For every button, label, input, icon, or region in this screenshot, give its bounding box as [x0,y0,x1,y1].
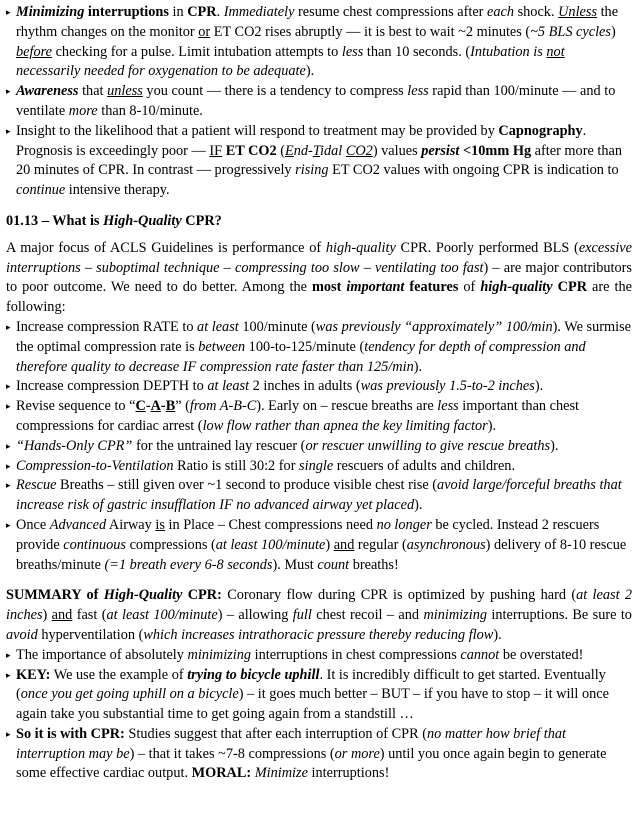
triangle-bullet-icon [6,377,11,397]
text-run: MORAL: [191,765,252,782]
text-run: continue [16,182,66,199]
text-run: Minimize [254,765,308,782]
text-run: CPR [187,4,217,20]
text-run: asynchronous [406,536,486,553]
text-run: tendency for depth of compression and therefore quality to decrease IF compression rate faster than 125/min [16,338,586,375]
text-run: CO2 [345,142,373,159]
text-run: in [168,4,188,20]
text-run: most [312,279,347,296]
text-run: minimizing [187,646,252,663]
text-run: rescuers of adults and children. [333,457,516,474]
text-run: for the untrained lay rescuer ( [132,437,306,454]
text-run: less [407,83,429,100]
text-run: single [299,457,334,474]
text-run: after more than 20 minutes of CPR. In contrast — progressively [16,142,622,179]
text-run: CPR: [182,587,222,604]
text-run: or more [334,745,380,762]
bullet-list-quality-features [6,318,632,575]
text-run: fast ( [72,607,107,624]
text-run: not [546,43,565,60]
text-run: in Place – Chest compressions need [164,516,377,533]
text-run: rapid than 100/minute — and to ventilate [16,83,616,119]
text-run: ~5 BLS cycles [530,23,611,40]
text-run: ). [414,497,423,514]
text-run: before [16,43,52,60]
list-item [6,3,632,82]
text-run: 01.13 – What is [6,212,104,229]
text-run: Intubation is [470,43,547,60]
text-run: ) – allowing [217,607,293,624]
text-run: nd- [293,142,313,159]
text-run: hyperventilation ( [37,626,144,643]
triangle-bullet-icon [6,476,11,496]
text-run: ). [493,626,502,643]
text-run: IF [209,142,223,159]
text-run: less [341,43,364,60]
text-run: ( [276,142,286,159]
text-run: which increases intrathoracic pressure thereby reducing flow [143,626,494,643]
document-page [6,3,632,784]
text-run: between [198,338,246,355]
text-run: full [292,607,312,624]
text-run: CPR. Poorly performed BLS ( [395,239,579,256]
text-run: intensive therapy. [65,182,170,199]
list-item [6,397,632,437]
list-item [6,516,632,575]
bullet-list-cpr-principles [6,3,632,201]
text-run: ). [534,378,544,395]
text-run: interruptions. Be sure to [487,607,632,624]
text-run: low flow rather than apnea the key limiting factor [202,417,488,434]
triangle-bullet-icon [6,725,11,745]
text-run: interruptions [84,4,169,20]
text-run: avoid large/forceful breaths that increase risk of gastric insufflation IF no advanced airway yet placed [16,477,622,514]
text-run: persist [421,142,460,159]
text-run: once you get going uphill on a bicycle [20,686,239,703]
section-heading [6,212,632,232]
text-run: than 10 seconds. ( [363,43,471,60]
text-run: (=1 breath every 6-8 seconds [104,556,273,573]
triangle-bullet-icon [6,437,11,457]
text-run: shock. [514,4,559,20]
text-run: E [285,142,294,159]
text-run: Increase compression DEPTH to [16,378,208,395]
text-run: be overstated! [499,646,584,663]
text-run: Advanced [49,516,107,533]
triangle-bullet-icon [6,3,11,23]
text-run: important [346,279,405,296]
text-run: Awareness [16,83,79,100]
list-item [6,122,632,201]
text-run: Unless [558,4,598,20]
text-run: chest recoil – and [311,607,424,624]
text-run: you count — there is a tendency to compress [142,83,408,100]
text-run: Coronary flow during CPR is optimized by pushing hard ( [221,587,577,604]
spacer [6,575,632,586]
text-run: ). [305,63,315,80]
list-item [6,377,632,397]
text-run: <10mm Hg [462,142,532,159]
text-run: T [312,142,320,159]
text-run: than 8-10/minute. [97,102,203,119]
text-run: ) delivery of 8-10 rescue breaths/minute [16,536,627,573]
text-run: Revise sequence to “ [16,398,136,415]
text-run: ). Early on – rescue breaths are [256,398,438,415]
text-run: SUMMARY of [6,587,104,604]
text-run: is [155,516,165,533]
text-run: High-Quality [103,587,183,604]
text-run: the rhythm changes on the monitor [16,4,619,40]
text-run: CPR? [181,212,222,229]
text-run: at least 100/minute [106,607,218,624]
text-run: - [145,398,151,415]
text-run: count [317,556,350,573]
text-run: Increase compression RATE to [16,318,198,335]
list-item [6,725,632,784]
text-run: important than chest compressions for cardiac arrest ( [16,398,580,434]
text-run: from A-B-C [189,398,257,415]
text-run: Ratio is still 30:2 for [173,457,300,474]
text-run: ). We surmise the optimal compression rate is [16,318,632,355]
text-run: High-Quality [103,212,182,229]
text-run: less [437,398,459,415]
text-run: CPR [552,279,588,296]
list-item [6,318,632,377]
text-run: idal [319,142,346,159]
text-run: ) [42,607,52,624]
text-run: at least [197,318,239,335]
text-run: rising [295,162,329,179]
text-run: Once [16,516,50,533]
text-run: 100/minute ( [238,318,316,335]
text-run: trying to bicycle uphill [187,666,320,683]
text-run: resume chest compressions after [294,4,488,20]
text-run: A [150,398,161,415]
text-run: minimizing [423,607,487,624]
list-item [6,82,632,122]
text-run: of [458,279,481,296]
text-run: or [198,23,211,40]
text-run: necessarily needed for oxygenation to be adequate [16,63,306,80]
triangle-bullet-icon [6,397,11,417]
text-run: We use the example of [50,666,188,683]
bullet-list-interruptions [6,646,632,785]
text-run: Insight to the likelihood that a patient will respond to treatment may be provided by [16,122,499,139]
text-run: continuous [63,536,126,553]
text-run: ET CO2 rises abruptly — it is best to wait ~2 minutes ( [210,23,531,40]
text-run: cannot [460,646,500,663]
text-run: compressions ( [126,536,216,553]
text-run: Immediately [223,4,295,20]
text-run: ) – that it takes ~7-8 compressions ( [129,745,335,762]
text-run: breaths! [349,556,399,573]
text-run: . It is incredibly difficult to get started. Eventually ( [16,666,606,703]
text-run: features [404,279,459,296]
list-item [6,646,632,666]
text-run: The importance of absolutely [16,646,188,663]
list-item [6,457,632,477]
text-run: . [216,4,224,20]
summary-paragraph [6,586,632,645]
text-run: Studies suggest that after each interruption of CPR ( [124,725,427,742]
text-run: Capnography [498,122,583,139]
text-run: . Prognosis is exceedingly poor — [16,122,587,159]
text-run: KEY: [16,666,51,683]
text-run: ) [325,536,334,553]
text-run: “Hands-Only CPR” [16,437,133,454]
text-run: at least 2 inches [6,587,633,624]
text-run: A major focus of ACLS Guidelines is performance of [6,239,326,256]
text-run: Rescue [16,477,57,494]
text-run: 2 inches in adults ( [249,378,361,395]
text-run: ET CO2 values with ongoing CPR is indication to [328,162,619,179]
intro-paragraph [6,239,632,318]
text-run: was previously 1.5-to-2 inches [360,378,535,395]
triangle-bullet-icon [6,82,11,102]
text-run: at least [207,378,250,395]
list-item [6,476,632,516]
text-run: B [165,398,176,415]
text-run: interruptions in chest compressions [251,646,461,663]
text-run: are the following: [6,279,632,316]
text-run: So it is with CPR: [16,725,125,742]
text-run: Breaths – still given over ~1 second to produce visible chest rise ( [56,477,438,494]
triangle-bullet-icon [6,122,11,142]
text-run: and [51,607,73,624]
list-item [6,437,632,457]
list-item [6,666,632,725]
text-run: - [160,398,166,415]
text-run: no longer [376,516,432,533]
text-run: ) values [372,142,422,159]
triangle-bullet-icon [6,646,11,666]
text-run: ) – are major contributors to poor outcome. We need to do better. Among the [6,259,632,296]
text-run: avoid [6,626,38,643]
text-run: that [78,83,108,100]
text-run: Minimizing [16,4,85,20]
text-run: ET CO2 [225,142,277,159]
text-run: unless [107,83,143,100]
text-run: interruptions! [307,765,390,782]
text-run: excessive interruptions – suboptimal technique – compressing too slow – ventilating too fast [6,239,632,276]
text-run: was previously “approximately” 100/min [315,318,553,335]
spacer [6,201,632,212]
triangle-bullet-icon [6,666,11,686]
text-run: checking for a pulse. Limit intubation attempts to [52,43,342,60]
text-run: ). Must [272,556,318,573]
text-run: at least 100/minute [215,536,326,553]
text-run: Compression-to-Ventilation [16,457,174,474]
text-run: or rescuer unwilling to give rescue breaths [305,437,551,454]
text-run: Airway [106,516,156,533]
text-run: more [68,102,98,119]
text-run: 100-to-125/minute ( [245,338,365,355]
text-run: ). [487,417,497,434]
triangle-bullet-icon [6,516,11,536]
spacer [6,232,632,239]
text-run: each [487,4,515,20]
text-run: and [333,536,355,553]
text-run: no matter how brief that interruption may be [16,725,566,762]
text-run: ). [550,437,559,454]
text-run: ) [610,23,616,40]
text-run: regular ( [354,536,407,553]
text-run: C [135,398,146,415]
text-run: high-quality [480,279,553,296]
triangle-bullet-icon [6,318,11,338]
triangle-bullet-icon [6,457,11,477]
text-run: ” ( [175,398,190,415]
text-run: high-quality [325,239,396,256]
text-run: ). [413,358,423,375]
text-run: be cycled. Instead 2 rescuers provide [16,516,600,553]
text-run: ) until you once again begin to generate some effective cardiac output. [16,745,607,782]
text-run: ) – it goes much better – BUT – if you have to stop – it will once again take you substantial time to get going again from a standstill … [16,686,609,723]
